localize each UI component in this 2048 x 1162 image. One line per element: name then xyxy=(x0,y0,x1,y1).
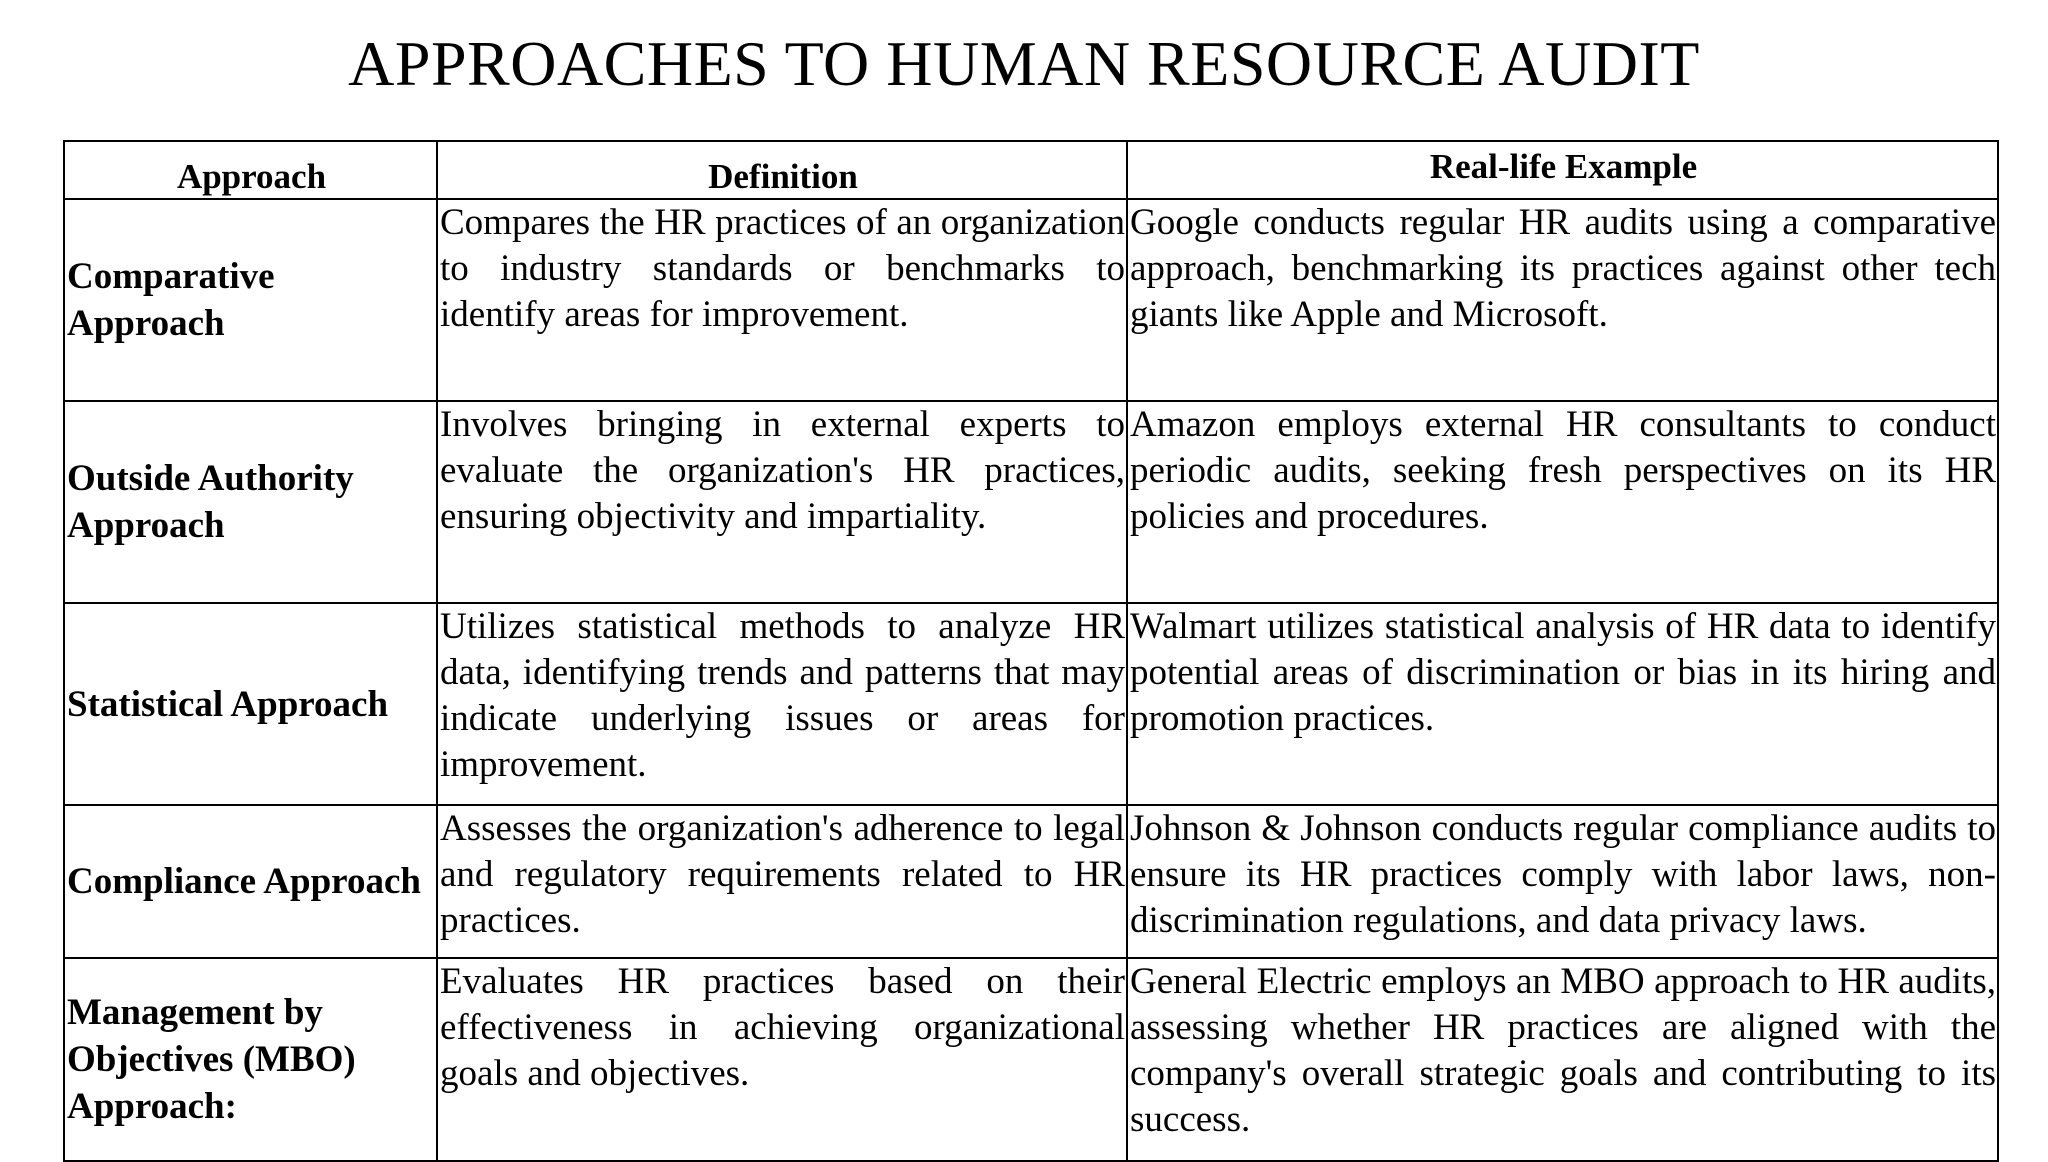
table-row xyxy=(64,805,1998,958)
example-cell: Amazon employs external HR consultants to conduct periodic audits, seeking fresh perspectives on its HR policies and procedures. xyxy=(1127,401,1998,603)
definition-cell: Utilizes statistical methods to analyze HR data, identifying trends and patterns that may indicate underlying issues or areas for improvement. xyxy=(437,603,1127,805)
column-header-example: Real-life Example xyxy=(1127,141,1998,199)
table-row xyxy=(64,401,1998,603)
example-cell: Johnson & Johnson conducts regular compliance audits to ensure its HR practices comply with labor laws, non-discrimination regulations, and data privacy laws. xyxy=(1127,805,1998,958)
header-row xyxy=(64,141,1998,199)
definition-cell: Evaluates HR practices based on their effectiveness in achieving organizational goals and objectives. xyxy=(437,958,1127,1161)
approach-cell: Management by Objectives (MBO) Approach: xyxy=(64,958,437,1161)
approach-cell: Statistical Approach xyxy=(64,603,437,805)
approach-cell: Outside Authority Approach xyxy=(64,401,437,603)
table-header xyxy=(64,141,1998,199)
approach-cell: Comparative Approach xyxy=(64,199,437,401)
approach-cell: Compliance Approach xyxy=(64,805,437,958)
example-cell: General Electric employs an MBO approach to HR audits, assessing whether HR practices are aligned with the company's overall strategic goals and contributing to its success. xyxy=(1127,958,1998,1161)
table-body xyxy=(64,199,1998,1161)
column-header-approach: Approach xyxy=(64,141,437,199)
table-row xyxy=(64,603,1998,805)
table-row xyxy=(64,958,1998,1161)
column-header-definition: Definition xyxy=(437,141,1127,199)
definition-cell: Assesses the organization's adherence to legal and regulatory requirements related to HR practices. xyxy=(437,805,1127,958)
table-row xyxy=(64,199,1998,401)
definition-cell: Involves bringing in external experts to evaluate the organization's HR practices, ensuring objectivity and impartiality. xyxy=(437,401,1127,603)
page-title: APPROACHES TO HUMAN RESOURCE AUDIT xyxy=(348,28,1700,99)
definition-cell: Compares the HR practices of an organization to industry standards or benchmarks to identify areas for improvement. xyxy=(437,199,1127,401)
example-cell: Walmart utilizes statistical analysis of HR data to identify potential areas of discrimination or bias in its hiring and promotion practices. xyxy=(1127,603,1998,805)
example-cell: Google conducts regular HR audits using a comparative approach, benchmarking its practices against other tech giants like Apple and Microsoft. xyxy=(1127,199,1998,401)
hr-audit-table xyxy=(63,140,1999,1162)
